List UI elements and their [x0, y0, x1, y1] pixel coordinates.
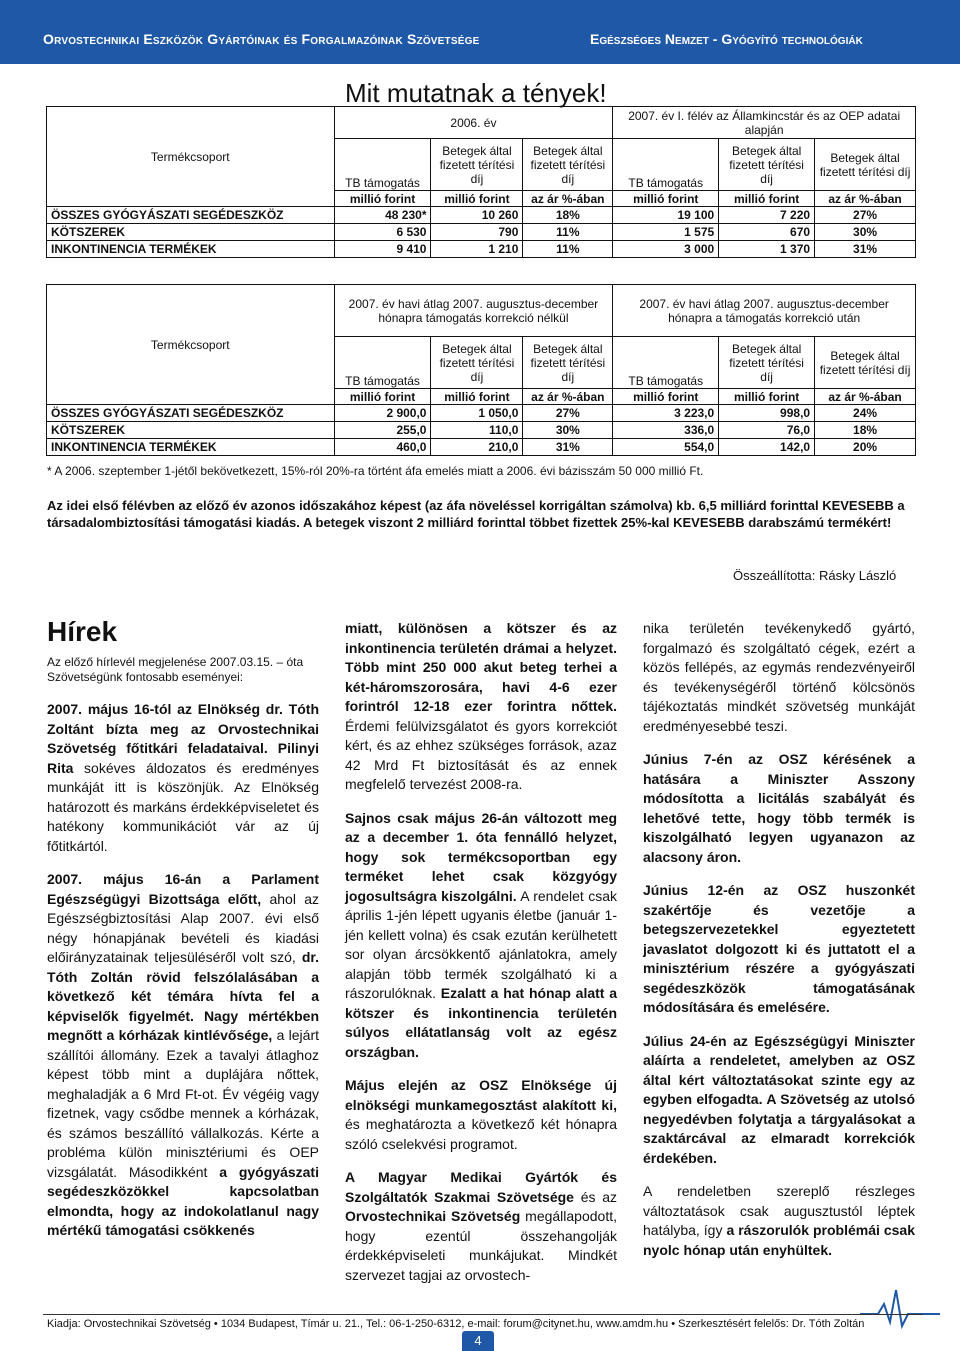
news-text: A rendelet csak április 1-jén lépett ugyanis életbe (január 1-jén kellett volna) és csak ezután kerülhetett sor olyan árcsökkentő ajánlatokra, amely alapján több termék szolgálható ki a rászorulóknak. [345, 887, 617, 1001]
group-label: Termékcsoport [47, 107, 335, 207]
news-paragraph [345, 619, 617, 795]
news-paragraph [47, 700, 319, 856]
news-bold: Július 24-én az Egészségügyi Miniszter aláírta a rendeletet, amelyben az OSZ által kért változtatásokat szinte egy az egyben elfogadta. A Szövetség az utolsó negyedévben folytatja a tárgyalásokat a szaktárcával az elmaradt korrekciók érdekében. [643, 1032, 915, 1166]
unit: millió forint [613, 191, 719, 207]
cell: 11% [523, 241, 613, 258]
header-left-title: Orvostechnikai Eszközök Gyártóinak és Forgalmazóinak Szövetsége [43, 31, 480, 47]
news-bold: miatt, különösen a kötszer és az inkontinencia területén drámai a helyzet. Több mint 250 000 akut beteg terhei a két-háromszorosára, havi 4-6 ezer forintról 12-18 ezer forintra nőttek. [345, 620, 617, 714]
table-row [47, 405, 916, 422]
news-paragraph [643, 1182, 915, 1260]
table-row [47, 439, 916, 456]
cell: 255,0 [334, 422, 431, 439]
cell: 670 [719, 224, 815, 241]
publisher-footer: Kiadja: Orvostechnikai Szövetség • 1034 Budapest, Tímár u. 21., Tel.: 06-1-250-6312, e-mail: forum@citynet.hu, www.amdm.hu • Szerkesztésért felelős: Dr. Tóth Zoltán [47, 1318, 865, 1330]
news-paragraph [643, 1032, 915, 1169]
news-bold: 2007. május 16-án a Parlament Egészségügyi Bizottsága előtt, [47, 871, 319, 907]
news-column-3 [643, 619, 915, 1274]
header-right-title: Egészséges Nemzet - Gyógyító technológiák [590, 31, 863, 47]
news-bold: Pilinyi Rita [47, 740, 319, 776]
col-share: Betegek által fizetett térítési díj [523, 337, 613, 389]
news-paragraph [345, 1076, 617, 1154]
cell: 27% [523, 405, 613, 422]
news-text: a lejárt szállítói állomány. Ezek a tavalyi átlaghoz képest több mint a duplájára nőttek, meghaladják a 6 Mrd Ft-ot. Év végéig vagy fizetnek, vagy csődbe mennek a kórházak, és számos beszállító vállalkozás. Kérte a probléma külön minisztériumi és OEP vizsgálatát. Másodikként [47, 1027, 319, 1180]
cell: 1 210 [431, 241, 523, 258]
news-bold: Ezalatt a hat hónap alatt a kötszer és inkontinencia területén súlyos ellátatlanság volt az egész országban. [345, 985, 617, 1060]
cell: 27% [815, 207, 916, 224]
table-row [47, 224, 916, 241]
cell: 1 050,0 [431, 405, 523, 422]
news-text: ahol az Egészségbiztosítási Alap 2007. évi első négy hónapjának bevételi és kiadási előirányzatainak teljesüléséről volt szó, [47, 890, 319, 965]
row-name: ÖSSZES GYÓGYÁSZATI SEGÉDESZKÖZ [47, 207, 335, 224]
cell: 19 100 [613, 207, 719, 224]
col-share: Betegek által fizetett térítési díj [815, 139, 916, 191]
unit: millió forint [431, 191, 523, 207]
news-text: és meghatározta a következő két hónapra szóló cselekvési programot. [345, 1116, 617, 1152]
news-bold: Orvostechnikai Szövetség [345, 1208, 521, 1224]
period-b: 2007. év I. félév az Államkincstár és az OEP adatai alapján [613, 107, 916, 139]
cell: 790 [431, 224, 523, 241]
unit: az ár %-ában [815, 389, 916, 405]
row-name: INKONTINENCIA TERMÉKEK [47, 439, 335, 456]
cell: 11% [523, 224, 613, 241]
cell: 2 900,0 [334, 405, 431, 422]
data-table-2006-2007h1 [46, 106, 916, 258]
news-text: A rendeletben szereplő részleges változtatások csak augusztustól léptek hatályba, így [643, 1183, 915, 1238]
unit: millió forint [431, 389, 523, 405]
unit: az ár %-ában [523, 389, 613, 405]
table-row [47, 241, 916, 258]
table-row [47, 207, 916, 224]
unit: millió forint [334, 191, 431, 207]
page-title: Mit mutatnak a tények! [345, 78, 607, 108]
cell: 31% [815, 241, 916, 258]
cell: 1 370 [719, 241, 815, 258]
page-number: 4 [462, 1331, 494, 1351]
unit: millió forint [719, 389, 815, 405]
news-heading: Hírek [47, 616, 118, 647]
cell: 10 260 [431, 207, 523, 224]
news-column-2 [345, 619, 617, 1299]
news-bold: Június 12-én az OSZ huszonkét szakértője és vezetője a betegszervezetekkel egyeztetett javaslatot dolgozott ki és juttatott el a minisztérium részére a gyógyászati segédeszközök támogatásának módosítására és emelésére. [643, 882, 915, 1015]
news-bold: a gyógyászati segédeszközökkel kapcsolatban elmondta, hogy az indokolatlanul nagy mértékű támogatási csökkenés [47, 1163, 319, 1238]
col-share: Betegek által fizetett térítési díj [523, 139, 613, 191]
col-tb: TB támogatás [613, 337, 719, 389]
col-paid: Betegek által fizetett térítési díj [719, 139, 815, 191]
cell: 30% [523, 422, 613, 439]
table-row [47, 422, 916, 439]
row-name: INKONTINENCIA TERMÉKEK [47, 241, 335, 258]
news-bold: A Magyar Medikai Gyártók és Szolgáltatók Szakmai Szövetsége [345, 1169, 617, 1205]
author-credit: Összeállította: Rásky László [733, 568, 897, 583]
unit: millió forint [719, 191, 815, 207]
unit: millió forint [334, 389, 431, 405]
cell: 336,0 [613, 422, 719, 439]
news-bold: 2007. május 16-tól az Elnökség dr. Tóth Zoltánt bízta meg az Orvostechnikai Szövetség főtitkári feladataival. [47, 701, 319, 756]
news-column-1 [47, 700, 319, 1255]
table-footnote: * A 2006. szeptember 1-jétől bekövetkezett, 15%-ról 20%-ra történt áfa emelés miatt a 2006. évi bázisszám 50 000 millió Ft. [47, 464, 704, 478]
unit: az ár %-ában [815, 191, 916, 207]
row-name: KÖTSZEREK [47, 422, 335, 439]
cell: 20% [815, 439, 916, 456]
col-tb: TB támogatás [334, 139, 431, 191]
cell: 9 410 [334, 241, 431, 258]
news-bold: Sajnos csak május 26-án változott meg az a december 1. óta fennálló helyzet, hogy sok termékcsoportban egy terméket lehet csak közgyógy jogosultságra kiszolgálni. [345, 809, 617, 904]
col-paid: Betegek által fizetett térítési díj [719, 337, 815, 389]
news-bold: a rászorulók problémái csak nyolc hónap után enyhültek. [643, 1222, 915, 1258]
news-text: Érdemi felülvizsgálatot és gyors korrekciót kért, és az ehhez szükséges források, azaz 42 Mrd Ft biztosítását és az ennek megfelelő tervezést 2008-ra. [345, 717, 617, 792]
cell: 998,0 [719, 405, 815, 422]
cell: 7 220 [719, 207, 815, 224]
col-paid: Betegek által fizetett térítési díj [431, 139, 523, 191]
cell: 18% [523, 207, 613, 224]
news-paragraph [47, 870, 319, 1241]
header-bar [0, 0, 960, 64]
unit: az ár %-ában [523, 191, 613, 207]
previous-issue-note: Az előző hírlevél megjelenése 2007.03.15. – óta Szövetségünk fontosabb eseményei: [47, 655, 304, 684]
news-paragraph [345, 809, 617, 1063]
period-b: 2007. év havi átlag 2007. augusztus-december hónapra a támogatás korrekció után [613, 285, 916, 337]
cell: 142,0 [719, 439, 815, 456]
cell: 48 230* [334, 207, 431, 224]
cell: 110,0 [431, 422, 523, 439]
news-text: és az [573, 1188, 617, 1205]
period-a: 2006. év [334, 107, 613, 139]
data-table-monthly-average [46, 284, 916, 456]
row-name: ÖSSZES GYÓGYÁSZATI SEGÉDESZKÖZ [47, 405, 335, 422]
unit: millió forint [613, 389, 719, 405]
cell: 3 223,0 [613, 405, 719, 422]
news-paragraph: nika területén tevékenykedő gyártó, forgalmazó és szolgáltató cégek, ezért a közös fellépés, az egymás rendezvényeiről és tevékenységéről történő kölcsönös tájékoztatás mindkét szövetség munkáját eredményesebbé teszi. [643, 620, 915, 734]
news-bold: Május elején az OSZ Elnöksége új elnökségi munkamegosztást alakított ki, [345, 1077, 617, 1113]
news-paragraph [643, 881, 915, 1018]
cell: 210,0 [431, 439, 523, 456]
news-bold: dr. Tóth Zoltán rövid felszólalásában a következő két témára hívta fel a képviselők figyelmét. Nagy mértékben megnőtt a kórházak kintlévősége, [47, 949, 319, 1043]
news-paragraph [643, 750, 915, 867]
news-paragraph [345, 1168, 617, 1285]
cell: 31% [523, 439, 613, 456]
cell: 24% [815, 405, 916, 422]
col-paid: Betegek által fizetett térítési díj [431, 337, 523, 389]
cell: 1 575 [613, 224, 719, 241]
news-bold: Június 7-én az OSZ kérésének a hatására a Miniszter Asszony módosította a licitálás szabályát és lehetővé tette, hogy több termék is kiszolgálható legyen ugyanazon az alacsony áron. [643, 751, 915, 865]
news-text: sokéves áldozatos és eredményes munkáját itt is köszönjük. Az Elnökség határozott és markáns érdekképviseletet és hatékony kommunikációt vár az új főtitkártól. [47, 759, 319, 854]
footer-divider [43, 1314, 923, 1315]
cell: 6 530 [334, 224, 431, 241]
summary-paragraph: Az idei első félévben az előző év azonos időszakához képest (az áfa növeléssel korrigáltan számolva) kb. 6,5 milliárd forinttal KEVESEBB a társadalombiztosítási támogatási kiadás. A betegek viszont 2 milliárd forinttal többet fizettek 25%-kal KEVESEBB darabszámú termékért! [47, 498, 905, 530]
cell: 554,0 [613, 439, 719, 456]
group-label: Termékcsoport [47, 285, 335, 405]
cell: 30% [815, 224, 916, 241]
cell: 460,0 [334, 439, 431, 456]
col-tb: TB támogatás [334, 337, 431, 389]
col-tb: TB támogatás [613, 139, 719, 191]
col-share: Betegek által fizetett térítési díj [815, 337, 916, 389]
cell: 18% [815, 422, 916, 439]
news-text: megállapodott, hogy ezentúl összehangolják érdekképviseleti munkájukat. Mindkét szervezet tagjai az orvostech- [345, 1208, 617, 1283]
cell: 3 000 [613, 241, 719, 258]
cell: 76,0 [719, 422, 815, 439]
row-name: KÖTSZEREK [47, 224, 335, 241]
period-a: 2007. év havi átlag 2007. augusztus-december hónapra támogatás korrekció nélkül [334, 285, 613, 337]
